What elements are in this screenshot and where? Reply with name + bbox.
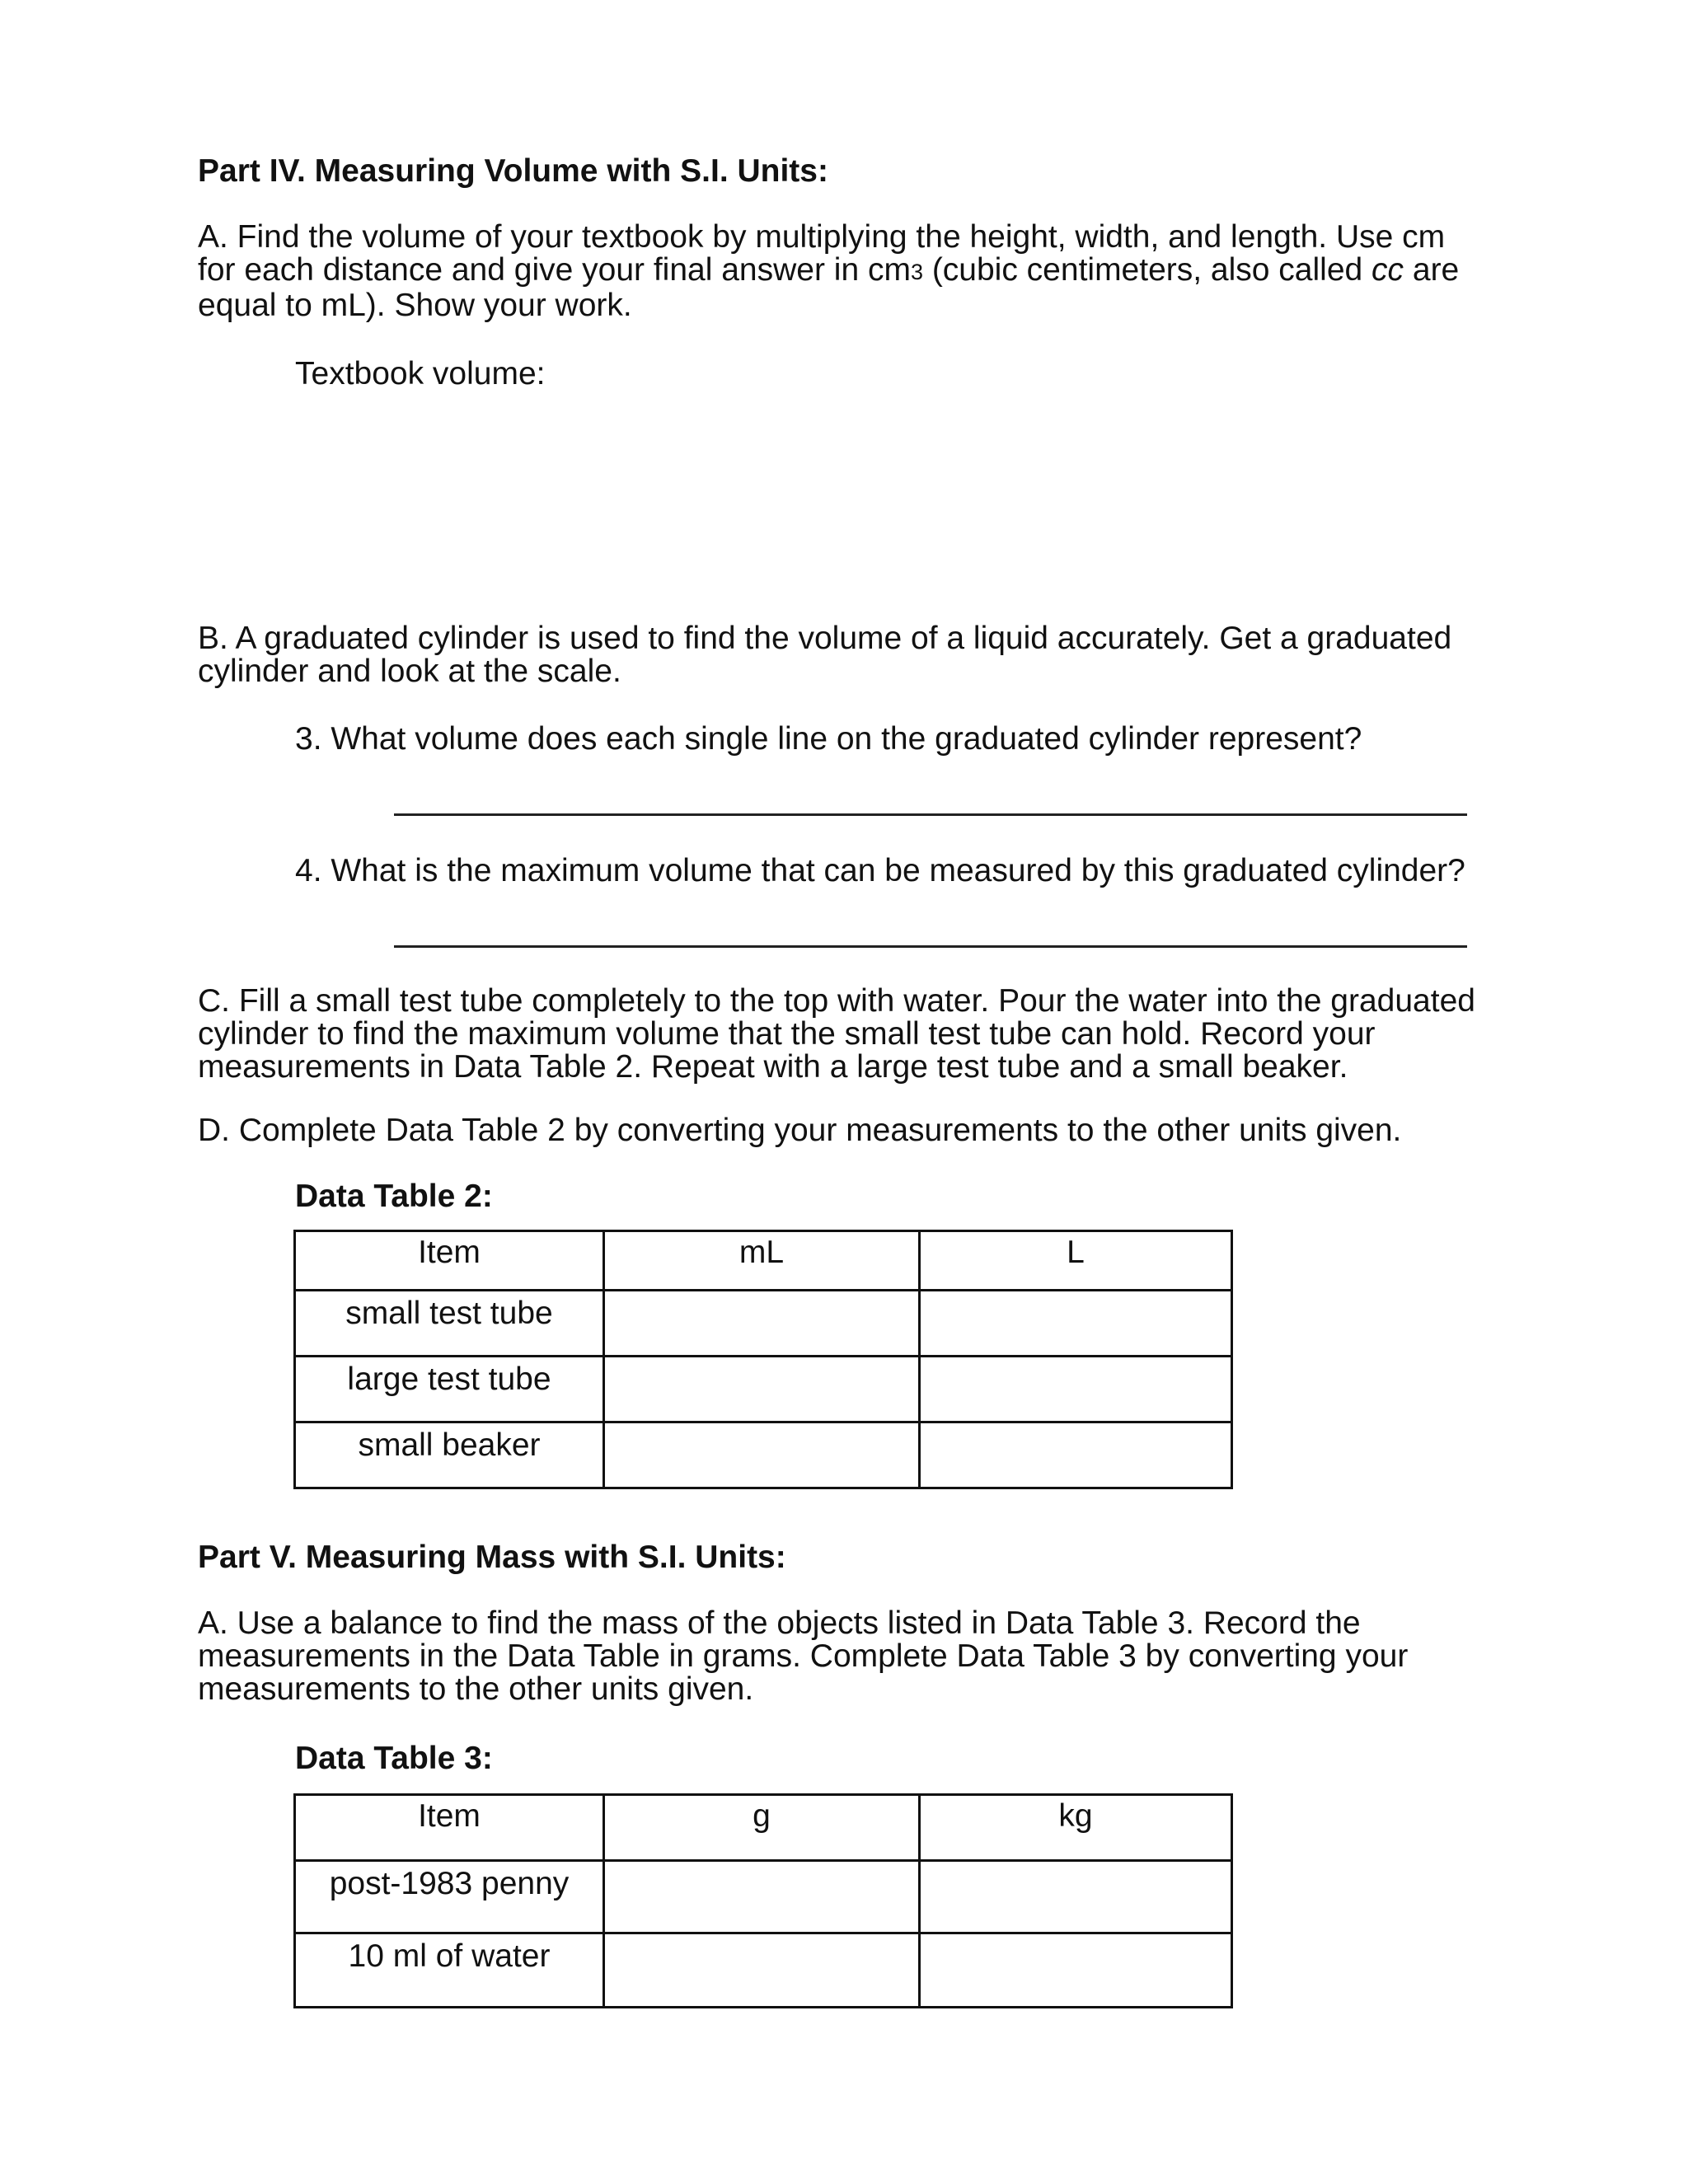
table-row bbox=[295, 1357, 1232, 1422]
row-label-10ml-water: 10 ml of water bbox=[295, 1933, 604, 2008]
water-g-cell[interactable] bbox=[604, 1933, 920, 2008]
row-label-small-test-tube: small test tube bbox=[295, 1291, 604, 1357]
penny-g-cell[interactable] bbox=[604, 1861, 920, 1933]
table-header-row bbox=[295, 1795, 1232, 1861]
row-label-small-beaker: small beaker bbox=[295, 1422, 604, 1488]
penny-kg-cell[interactable] bbox=[920, 1861, 1232, 1933]
part-4-b-instructions bbox=[198, 622, 1451, 688]
part-5-a-line-1: A. Use a balance to find the mass of the objects listed in Data Table 3. Record the bbox=[198, 1605, 1361, 1641]
question-3-answer-line[interactable] bbox=[394, 813, 1467, 816]
part-5-a-line-2: measurements in the Data Table in grams. Complete Data Table 3 by converting your bbox=[198, 1638, 1409, 1674]
data-table-3-title: Data Table 3: bbox=[295, 1741, 493, 1776]
cc-italic: cc bbox=[1372, 252, 1404, 288]
part-4-a-line-3: equal to mL). Show your work. bbox=[198, 288, 632, 323]
table-header-item: Item bbox=[295, 1231, 604, 1291]
data-table-3 bbox=[293, 1793, 1233, 2008]
textbook-volume-work-area[interactable] bbox=[295, 404, 1449, 593]
part-4-d-instructions: D. Complete Data Table 2 by converting your measurements to the other units given. bbox=[198, 1113, 1402, 1148]
data-table-2 bbox=[293, 1230, 1233, 1489]
row-label-large-test-tube: large test tube bbox=[295, 1357, 604, 1422]
small-test-tube-ml-cell[interactable] bbox=[604, 1291, 920, 1357]
cubed-superscript: 3 bbox=[910, 260, 923, 284]
small-beaker-ml-cell[interactable] bbox=[604, 1422, 920, 1488]
part-4-c-line-3: measurements in Data Table 2. Repeat with a large test tube and a small beaker. bbox=[198, 1049, 1348, 1085]
data-table-2-title: Data Table 2: bbox=[295, 1179, 493, 1214]
table-header-ml: mL bbox=[604, 1231, 920, 1291]
part-4-b-line-2: cylinder and look at the scale. bbox=[198, 654, 621, 689]
table-row bbox=[295, 1933, 1232, 2008]
part-5-a-line-3: measurements to the other units given. bbox=[198, 1671, 754, 1707]
table-row bbox=[295, 1422, 1232, 1488]
question-4: 4. What is the maximum volume that can be measured by this graduated cylinder? bbox=[295, 853, 1465, 888]
question-4-answer-line[interactable] bbox=[394, 945, 1467, 948]
table-row bbox=[295, 1291, 1232, 1357]
part-4-b-line-1: B. A graduated cylinder is used to find the volume of a liquid accurately. Get a graduated bbox=[198, 621, 1452, 656]
part-4-c-instructions bbox=[198, 985, 1475, 1084]
large-test-tube-l-cell[interactable] bbox=[920, 1357, 1232, 1422]
question-3: 3. What volume does each single line on the graduated cylinder represent? bbox=[295, 721, 1362, 757]
small-test-tube-l-cell[interactable] bbox=[920, 1291, 1232, 1357]
large-test-tube-ml-cell[interactable] bbox=[604, 1357, 920, 1422]
table-header-g: g bbox=[604, 1795, 920, 1861]
part-4-a-line-2: for each distance and give your final answer in $cm^3$ (cubic centimeters, also called cc are bbox=[198, 252, 1460, 288]
part-5-title: Part V. Measuring Mass with S.I. Units: bbox=[198, 1540, 786, 1575]
table-header-row bbox=[295, 1231, 1232, 1291]
part-4-a-instructions bbox=[198, 221, 1459, 322]
water-kg-cell[interactable] bbox=[920, 1933, 1232, 2008]
textbook-volume-label: Textbook volume: bbox=[295, 356, 546, 391]
table-header-l: L bbox=[920, 1231, 1232, 1291]
small-beaker-l-cell[interactable] bbox=[920, 1422, 1232, 1488]
table-header-kg: kg bbox=[920, 1795, 1232, 1861]
part-4-a-line-1: A. Find the volume of your textbook by multiplying the height, width, and length. Use cm bbox=[198, 219, 1446, 255]
part-4-title: Part IV. Measuring Volume with S.I. Units: bbox=[198, 153, 828, 189]
table-header-item: Item bbox=[295, 1795, 604, 1861]
part-5-a-instructions bbox=[198, 1607, 1408, 1706]
part-4-c-line-2: cylinder to find the maximum volume that the small test tube can hold. Record your bbox=[198, 1016, 1376, 1052]
part-4-c-line-1: C. Fill a small test tube completely to the top with water. Pour the water into the graduated bbox=[198, 983, 1475, 1019]
table-row bbox=[295, 1861, 1232, 1933]
row-label-penny: post-1983 penny bbox=[295, 1861, 604, 1933]
